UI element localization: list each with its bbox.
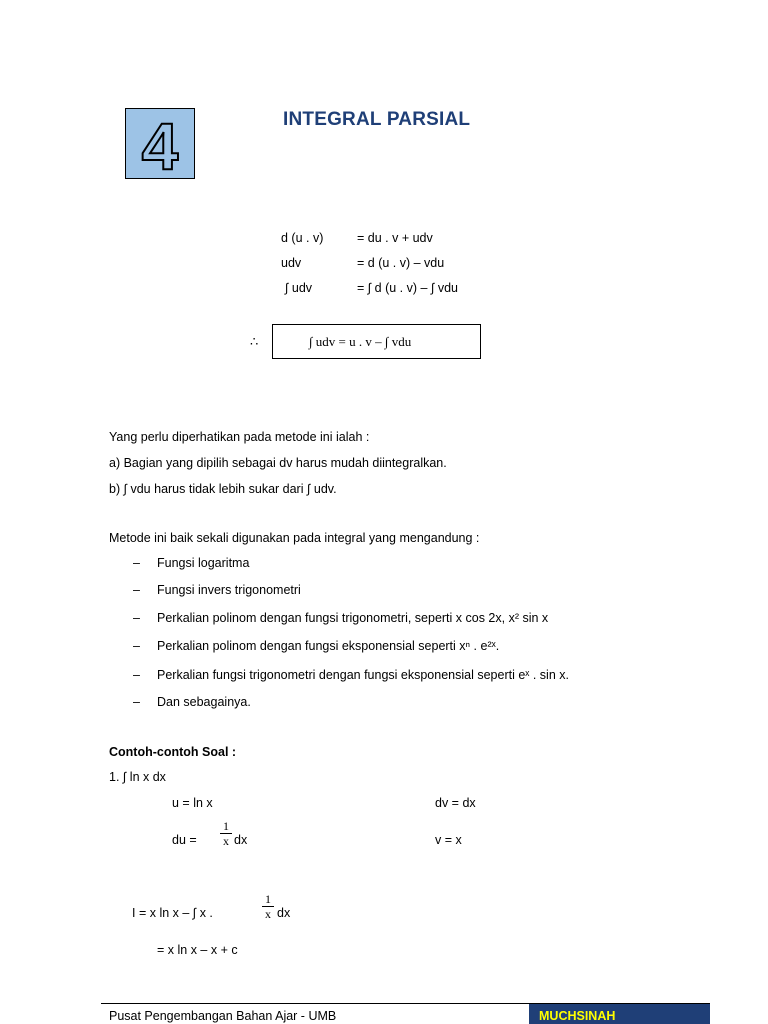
derivation-lhs-2: udv bbox=[281, 256, 302, 270]
problem-1-du-rhs: dx bbox=[234, 833, 248, 847]
problem-1-v: v = x bbox=[435, 833, 462, 847]
list-item: Dan sebagainya. bbox=[157, 695, 251, 709]
derivation-lhs-3: ∫ udv bbox=[285, 281, 313, 295]
list-dash: – bbox=[133, 668, 140, 682]
problem-1-u: u = ln x bbox=[172, 796, 213, 810]
problem-1-step-1-rhs: dx bbox=[277, 906, 291, 920]
notes-intro: Yang perlu diperhatikan pada metode ini ialah : bbox=[109, 430, 370, 444]
list-dash: – bbox=[133, 583, 140, 597]
result-formula-box bbox=[272, 324, 481, 359]
note-b: b) ∫ vdu harus tidak lebih sukar dari ∫ udv. bbox=[109, 482, 337, 496]
result-formula: ∫ udv = u . v – ∫ vdu bbox=[309, 334, 412, 349]
derivation-rhs-3: = ∫ d (u . v) – ∫ vdu bbox=[357, 281, 458, 295]
derivation-rhs-1: = du . v + udv bbox=[357, 231, 433, 245]
list-dash: – bbox=[133, 695, 140, 709]
list-item: Perkalian polinom dengan fungsi eksponensial seperti xⁿ . e²ˣ. bbox=[157, 639, 500, 653]
page-title: INTEGRAL PARSIAL bbox=[283, 109, 471, 130]
derivation-rhs-2: = d (u . v) – vdu bbox=[357, 256, 445, 270]
note-a: a) Bagian yang dipilih sebagai dv harus mudah diintegralkan. bbox=[109, 456, 447, 470]
footer-publisher: Pusat Pengembangan Bahan Ajar - UMB bbox=[109, 1009, 337, 1023]
list-item: Perkalian fungsi trigonometri dengan fungsi eksponensial seperti eˣ . sin x. bbox=[157, 668, 569, 682]
fraction-numerator: 1 bbox=[265, 892, 271, 906]
chapter-number: 4 bbox=[141, 109, 179, 178]
list-dash: – bbox=[133, 611, 140, 625]
problem-1-label: 1. ∫ ln x dx bbox=[109, 770, 166, 784]
problem-1-step-2: = x ln x – x + c bbox=[157, 943, 238, 957]
fraction-numerator: 1 bbox=[223, 819, 229, 833]
fraction-denominator: x bbox=[223, 834, 229, 848]
usage-intro: Metode ini baik sekali digunakan pada integral yang mengandung : bbox=[109, 531, 480, 545]
problem-1-du-fraction bbox=[220, 820, 232, 848]
list-item: Fungsi logaritma bbox=[157, 556, 250, 570]
problem-1-step-1-fraction bbox=[262, 893, 274, 921]
footer-author: MUCHSINAH bbox=[529, 1004, 710, 1024]
therefore-symbol: ∴ bbox=[250, 334, 259, 349]
derivation-lhs-1: d (u . v) bbox=[281, 231, 324, 245]
list-item: Perkalian polinom dengan fungsi trigonometri, seperti x cos 2x, x² sin x bbox=[157, 611, 549, 625]
examples-heading: Contoh-contoh Soal : bbox=[109, 745, 237, 759]
list-item: Fungsi invers trigonometri bbox=[157, 583, 301, 597]
problem-1-du-lhs: du = bbox=[172, 833, 197, 847]
problem-1-dv: dv = dx bbox=[435, 796, 476, 810]
list-dash: – bbox=[133, 556, 140, 570]
list-dash: – bbox=[133, 639, 140, 653]
chapter-number-box bbox=[125, 108, 195, 179]
problem-1-step-1: I = x ln x – ∫ x . bbox=[132, 906, 213, 920]
fraction-denominator: x bbox=[265, 907, 271, 921]
